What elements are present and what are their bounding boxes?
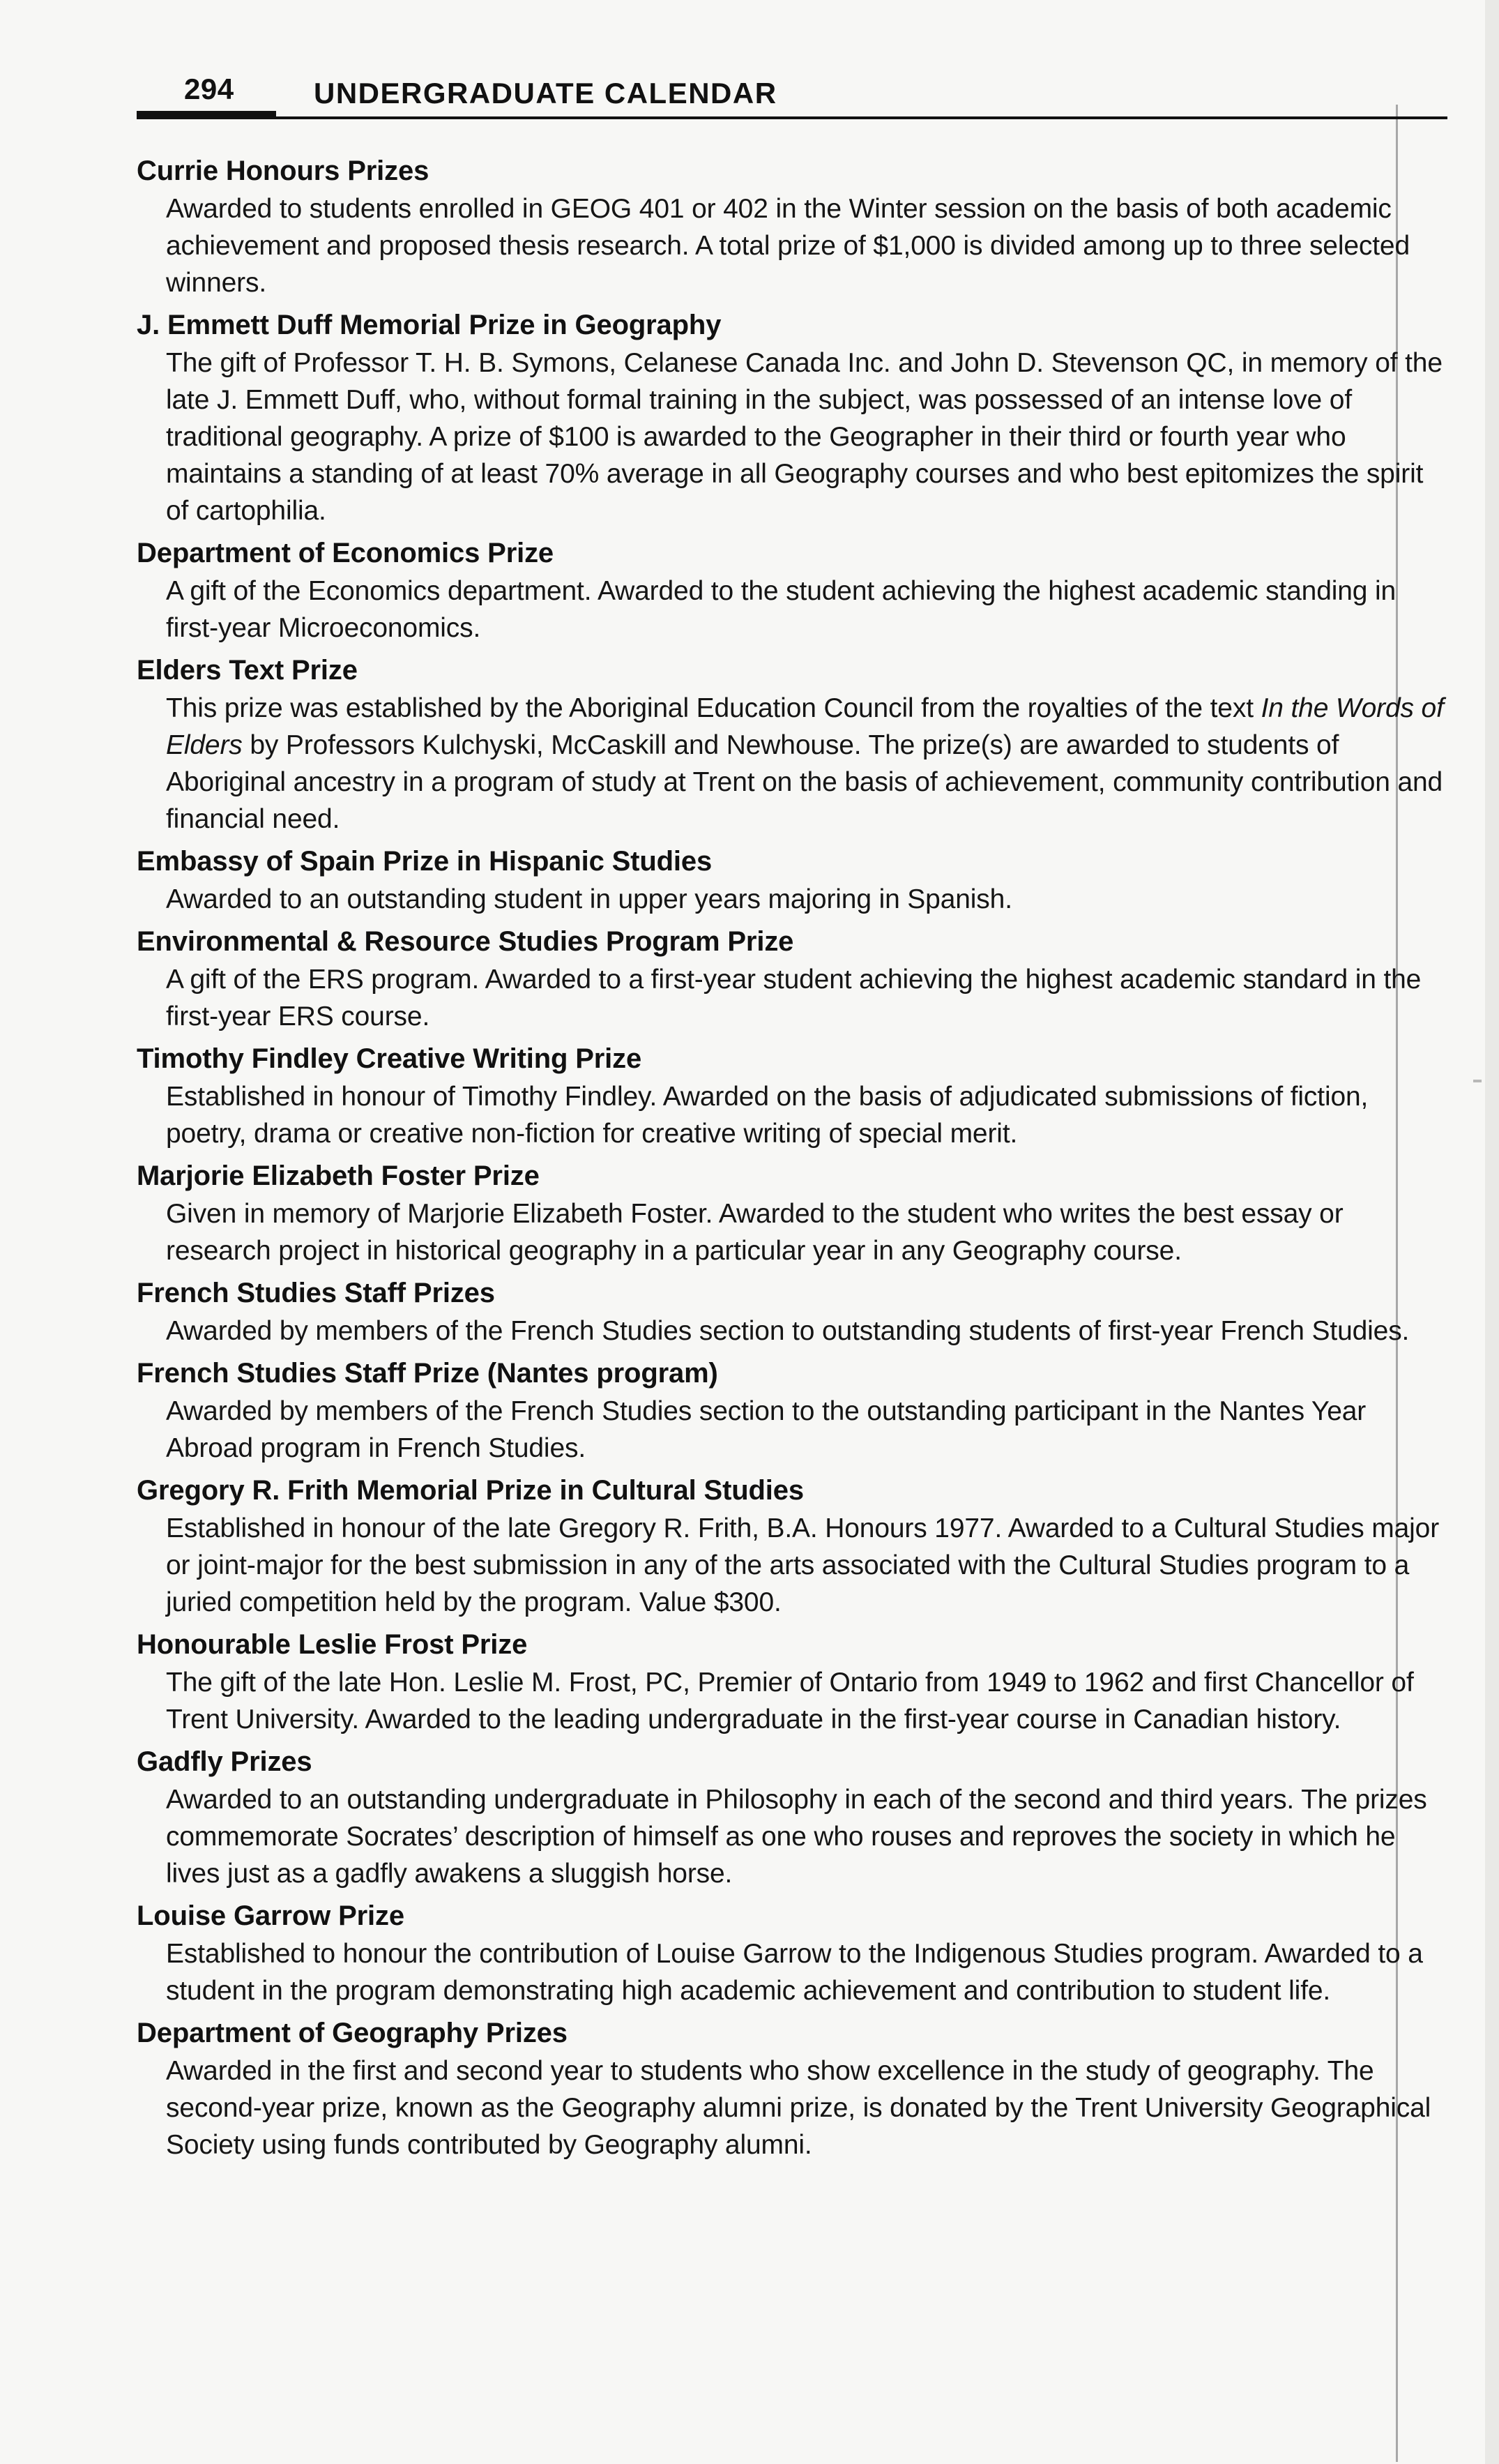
prize-title: Currie Honours Prizes	[137, 156, 429, 186]
prize-description	[166, 690, 1447, 838]
prize-description: Awarded by members of the French Studies section to the outstanding participant in the Nantes Year Abroad program in French Studies.	[166, 1396, 1367, 1463]
prize-title: Embassy of Spain Prize in Hispanic Studies	[137, 846, 713, 877]
page-header	[137, 67, 1447, 127]
prize-entry-duff	[137, 306, 1447, 529]
prize-description: Established in honour of the late Gregory R. Frith, B.A. Honours 1977. Awarded to a Cultural Studies major or joint-major for the best submission in any of the arts associated with the Cultural Studies program to a juried competition held by the program. Value $300.	[166, 1513, 1440, 1617]
scan-bleed-tick	[1473, 1080, 1482, 1082]
prize-entry-french-staff	[137, 1274, 1447, 1350]
prize-entry-french-nantes	[137, 1354, 1447, 1467]
prize-description: Established in honour of Timothy Findley. Awarded on the basis of adjudicated submissions of fiction, poetry, drama or creative non-fiction for creative writing of special merit.	[166, 1082, 1369, 1149]
prize-description: Awarded to an outstanding undergraduate in Philosophy in each of the second and third years. The prizes commemorate Socrates’ description of himself as one who rouses and reproves the society in which he lives just as a gadfly awakens a sluggish horse.	[166, 1785, 1427, 1889]
prize-title: Department of Geography Prizes	[137, 2018, 568, 2048]
prize-title: Honourable Leslie Frost Prize	[137, 1629, 528, 1660]
prize-list	[137, 152, 1447, 2168]
book-title: In the Words of Elders	[166, 693, 1444, 760]
prize-title: J. Emmett Duff Memorial Prize in Geography	[137, 310, 722, 340]
prize-entry-frost	[137, 1626, 1447, 1738]
prize-description: A gift of the Economics department. Awarded to the student achieving the highest academic standing in first-year Microeconomics.	[166, 576, 1397, 643]
section-title: UNDERGRADUATE CALENDAR	[314, 77, 777, 109]
prize-entry-findley	[137, 1040, 1447, 1152]
prize-description: Established to honour the contribution of Louise Garrow to the Indigenous Studies program. Awarded to a student in the program demonstrating high academic achievement and contribution to student life.	[166, 1939, 1423, 2006]
prize-description: The gift of the late Hon. Leslie M. Frost, PC, Premier of Ontario from 1949 to 1962 and first Chancellor of Trent University. Awarded to the leading undergraduate in the first-year course in Canadian history.	[166, 1668, 1414, 1734]
description-text: by Professors Kulchyski, McCaskill and Newhouse. The prize(s) are awarded to students of Aboriginal ancestry in a program of study at Trent on the basis of achievement, community contribution and financial need.	[166, 730, 1443, 834]
prize-title: Environmental & Resource Studies Program Prize	[137, 926, 794, 957]
prize-description: Awarded by members of the French Studies section to outstanding students of first-year French Studies.	[166, 1316, 1410, 1346]
prize-title: Marjorie Elizabeth Foster Prize	[137, 1161, 540, 1191]
prize-description: Given in memory of Marjorie Elizabeth Foster. Awarded to the student who writes the best essay or research project in historical geography in a particular year in any Geography course.	[166, 1199, 1344, 1266]
prize-entry-currie	[137, 152, 1447, 301]
page-number: 294	[184, 73, 234, 105]
prize-title: Elders Text Prize	[137, 655, 358, 686]
prize-title: Gregory R. Frith Memorial Prize in Cultural Studies	[137, 1475, 804, 1506]
header-rule	[137, 116, 1447, 119]
prize-entry-geography	[137, 2014, 1447, 2163]
prize-entry-economics	[137, 534, 1447, 647]
prize-title: Louise Garrow Prize	[137, 1900, 404, 1931]
prize-description: Awarded to students enrolled in GEOG 401 or 402 in the Winter session on the basis of both academic achievement and proposed thesis research. A total prize of $1,000 is divided among up to three selected winners.	[166, 194, 1410, 298]
prize-description: Awarded in the first and second year to students who show excellence in the study of geography. The second-year prize, known as the Geography alumni prize, is donated by the Trent University Geographical Society using funds contributed by Geography alumni.	[166, 2056, 1431, 2160]
prize-description: A gift of the ERS program. Awarded to a first-year student achieving the highest academic standard in the first-year ERS course.	[166, 965, 1422, 1031]
prize-title: French Studies Staff Prizes	[137, 1278, 495, 1308]
prize-description: The gift of Professor T. H. B. Symons, Celanese Canada Inc. and John D. Stevenson QC, in memory of the late J. Emmett Duff, who, without formal training in the subject, was possessed of an intense love of traditional geography. A prize of $100 is awarded to the Geographer in their third or fourth year who maintains a standing of at least 70% average in all Geography courses and who best epitomizes the spirit of cartophilia.	[166, 348, 1443, 526]
prize-entry-ers	[137, 923, 1447, 1035]
description-text: This prize was established by the Aboriginal Education Council from the royalties of the text	[166, 693, 1261, 723]
prize-title: French Studies Staff Prize (Nantes program)	[137, 1358, 718, 1389]
prize-title: Gadfly Prizes	[137, 1746, 312, 1777]
prize-entry-elders-text	[137, 651, 1447, 838]
prize-entry-foster	[137, 1157, 1447, 1269]
prize-description: Awarded to an outstanding student in upper years majoring in Spanish.	[166, 884, 1012, 914]
prize-entry-frith	[137, 1472, 1447, 1621]
prize-entry-garrow	[137, 1897, 1447, 2009]
prize-entry-spain	[137, 842, 1447, 918]
prize-entry-gadfly	[137, 1743, 1447, 1892]
page-edge	[1485, 0, 1499, 2464]
prize-title: Timothy Findley Creative Writing Prize	[137, 1043, 642, 1074]
prize-title: Department of Economics Prize	[137, 538, 554, 568]
